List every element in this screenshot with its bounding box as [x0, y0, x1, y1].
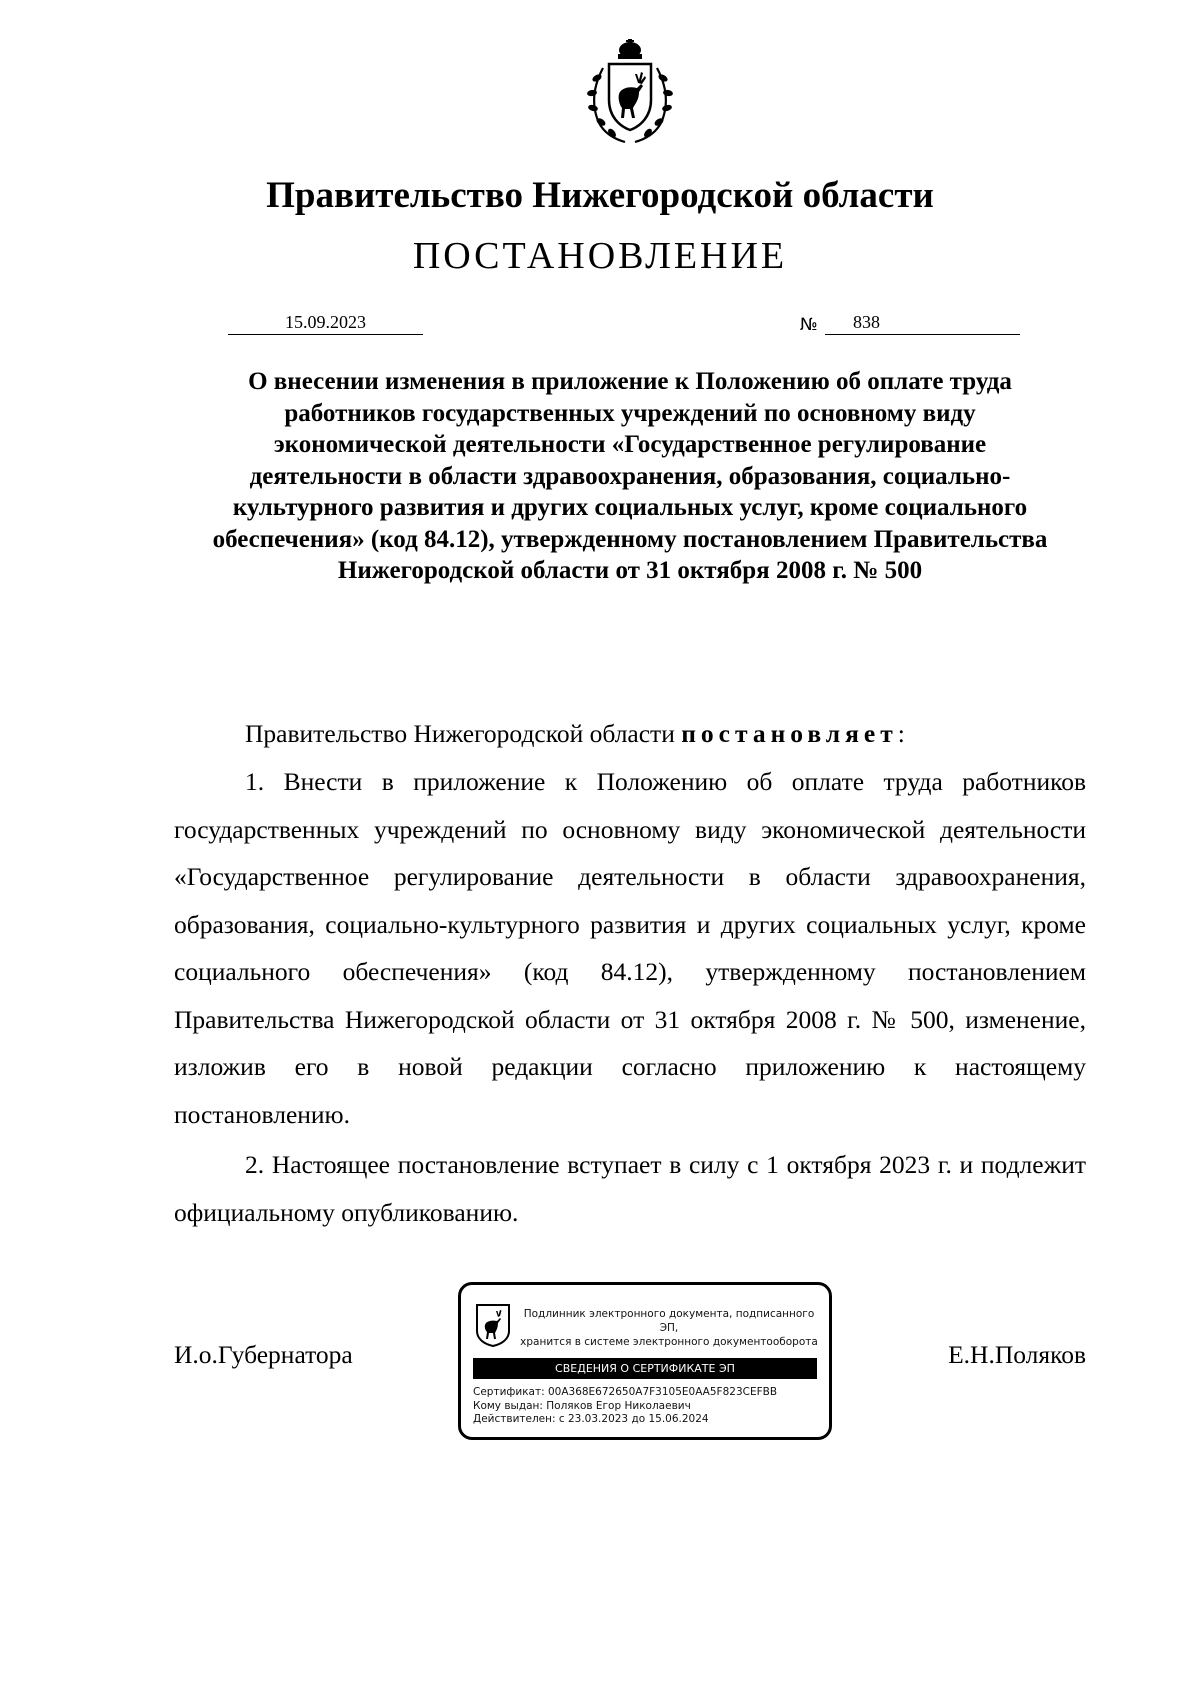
preamble-colon: :: [897, 719, 905, 748]
signer-title: И.о.Губернатора: [174, 1340, 353, 1369]
item-2-paragraph: 2. Настоящее постановление вступает в силу с 1 октября 2023 г. и подлежит официальному опубликованию.: [174, 1150, 1086, 1227]
stamp-note-line-1: Подлинник электронного документа, подписанного ЭП,: [523, 1308, 815, 1334]
certificate-info: [473, 1386, 777, 1427]
certificate-owner: Кому выдан: Поляков Егор Николаевич: [473, 1399, 691, 1412]
number-label: №: [800, 315, 818, 335]
signer-name: Е.Н.Поляков: [948, 1340, 1086, 1369]
document-type: ПОСТАНОВЛЕНИЕ: [412, 235, 788, 277]
preamble-paragraph: [174, 710, 1086, 758]
document-number: 838: [853, 312, 880, 332]
stamp-note: [519, 1307, 819, 1349]
document-subject: О внесении изменения в приложение к Положению об оплате труда работников государственных учреждений по основному виду экономической деятельности «Государственное регулирование деятельности в области здравоохранения, образования, социально-культурного развития и других социальных услуг, кроме социального обеспечения» (код 84.12), утвержденному постановлением Правительства Нижегородской области от 31 октября 2008 г. № 500: [212, 368, 1048, 584]
certificate-validity: Действителен: с 23.03.2023 до 15.06.2024: [473, 1413, 709, 1425]
certificate-band: СВЕДЕНИЯ О СЕРТИФИКАТЕ ЭП: [473, 1358, 817, 1379]
coat-of-arms-icon: [575, 38, 685, 148]
government-title: Правительство Нижегородской области: [266, 175, 934, 216]
preamble-text: Правительство Нижегородской области: [245, 719, 682, 748]
document-date: 15.09.2023: [228, 310, 423, 335]
certificate-serial: Сертификат: 00A368E672650A7F3105E0AA5F823CEFBB: [473, 1386, 778, 1398]
stamp-note-line-2: хранится в системе электронного документооборота: [520, 1336, 818, 1348]
electronic-signature-stamp: [458, 1282, 832, 1440]
deer-shield-icon: [475, 1303, 511, 1347]
document-number-field: [825, 310, 1020, 335]
item-1-paragraph: 1. Внести в приложение к Положению об оплате труда работников государственных учреждений по основному виду экономической деятельности «Государственное регулирование деятельности в области здравоохранения, образования, социально-культурного развития и других социальных услуг, кроме социального обеспечения» (код 84.12), утвержденному постановлением Правительства Нижегородской области от 31 октября 2008 г. № 500, изменение, изложив его в новой редакции согласно приложению к настоящему постановлению.: [174, 767, 1086, 1129]
resolves-word: постановляет: [681, 719, 898, 748]
